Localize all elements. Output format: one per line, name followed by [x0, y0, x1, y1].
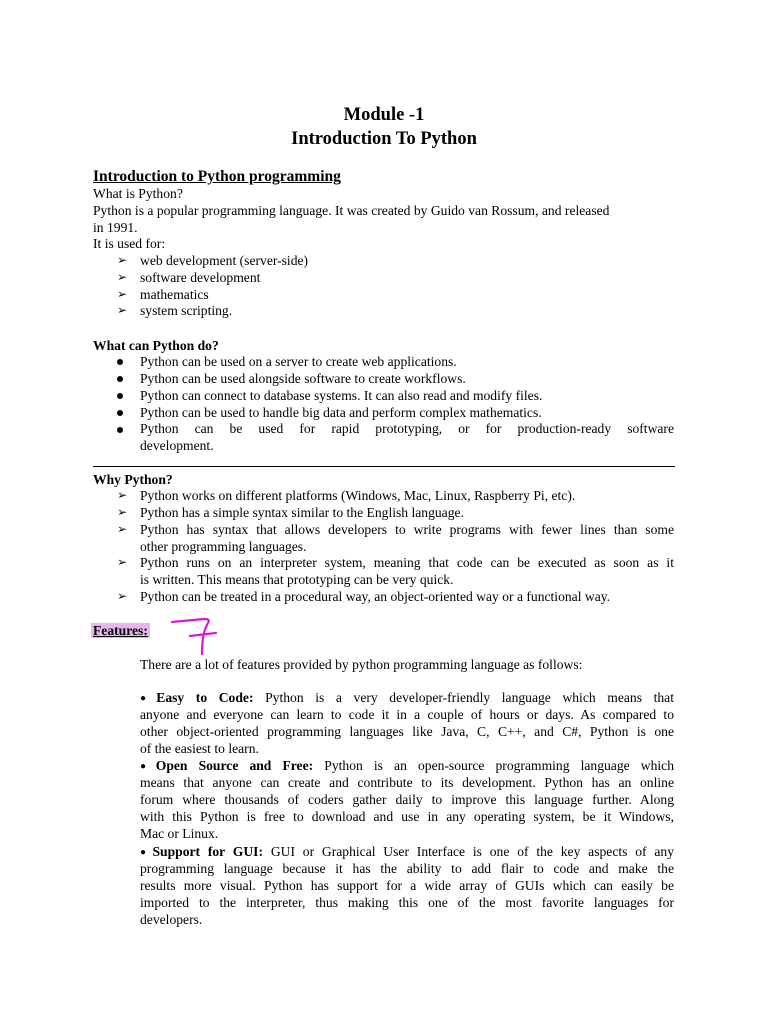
arrow-bullet-icon: ➢: [117, 522, 128, 536]
bullet-dot-icon: [117, 427, 123, 433]
arrow-bullet-icon: ➢: [117, 253, 128, 267]
bullet-dot-icon: ●: [140, 847, 151, 858]
list-item-continuation: other programming languages.: [140, 539, 307, 554]
feature-label-open: Open Source and Free:: [155, 758, 314, 773]
list-item: Python can be used alongside software to create workflows.: [140, 371, 466, 386]
feature-label-gui: Support for GUI:: [152, 844, 263, 859]
handwritten-annotation-seven-icon: [168, 612, 220, 658]
arrow-bullet-icon: ➢: [117, 505, 128, 519]
section-heading-intro: Introduction to Python programming: [93, 168, 341, 185]
feature-open-line: Mac or Linux.: [140, 826, 219, 841]
feature-gui-line: programming language because it has the ability to add flair to code and make the: [140, 861, 674, 876]
feature-easy-line: other object-oriented programming languages like Java, C, C++, and C#, Python is one: [140, 724, 674, 739]
intro-paragraph-line: in 1991.: [93, 220, 138, 235]
list-item: Python has a simple syntax similar to the English language.: [140, 505, 464, 520]
feature-gui-line: developers.: [140, 912, 203, 927]
list-item-continuation: is written. This means that prototyping can be very quick.: [140, 572, 454, 587]
list-item: Python runs on an interpreter system, meaning that code can be executed as soon as it: [140, 555, 674, 570]
bullet-dot-icon: [117, 410, 123, 416]
feature-gui-line: results more visual. Python has support for a wide array of GUIs which can easily be: [140, 878, 674, 893]
bullet-dot-icon: ●: [140, 761, 154, 772]
feature-easy-line: of the easiest to learn.: [140, 741, 259, 756]
section-heading-can-do: What can Python do?: [93, 338, 219, 353]
arrow-bullet-icon: ➢: [117, 488, 128, 502]
bullet-dot-icon: [117, 393, 123, 399]
section-heading-features: [91, 622, 150, 639]
features-label: Features:: [93, 623, 148, 638]
feature-text: Python is a very developer-friendly language which means that: [265, 690, 674, 705]
arrow-bullet-icon: ➢: [117, 555, 128, 569]
list-item: web development (server-side): [140, 253, 309, 268]
what-is-python: What is Python?: [93, 186, 183, 201]
feature-text: Python is an open-source programming language which: [324, 758, 674, 773]
feature-text: GUI or Graphical User Interface is one of the key aspects of any: [270, 844, 674, 859]
feature-open-line: forum where thousands of coders gather daily to improve this language further. Along: [140, 792, 674, 807]
bullet-dot-icon: [117, 359, 123, 365]
page-title: Introduction To Python: [291, 129, 477, 149]
list-item: software development: [140, 270, 261, 285]
horizontal-rule: [93, 466, 675, 467]
arrow-bullet-icon: ➢: [117, 287, 128, 301]
list-item: system scripting.: [140, 303, 233, 318]
features-intro: There are a lot of features provided by python programming language as follows:: [140, 657, 583, 672]
module-label: Module -1: [343, 105, 425, 125]
list-item: Python can be used for rapid prototyping, or for production-ready software: [140, 421, 674, 436]
section-heading-why: Why Python?: [93, 472, 173, 487]
feature-label-easy: Easy to Code:: [156, 690, 254, 705]
feature-easy-line: anyone and everyone can learn to code it in a couple of hours or days. As compared to: [140, 707, 674, 722]
intro-paragraph-line: Python is a popular programming language. It was created by Guido van Rossum, and released: [93, 203, 610, 218]
list-item: Python can connect to database systems. It can also read and modify files.: [140, 388, 543, 403]
list-item: Python can be used on a server to create web applications.: [140, 354, 457, 369]
bullet-dot-icon: [117, 376, 123, 382]
list-item: mathematics: [140, 287, 209, 302]
list-item: Python works on different platforms (Windows, Mac, Linux, Raspberry Pi, etc).: [140, 488, 576, 503]
arrow-bullet-icon: ➢: [117, 589, 128, 603]
used-for-label: It is used for:: [93, 236, 166, 251]
feature-gui-line: imported to the interpreter, thus making this one of the most favorite languages for: [140, 895, 674, 910]
bullet-dot-icon: ●: [140, 693, 155, 704]
feature-open-line: with this Python is free to download and use in any operating system, be it Windows,: [140, 809, 674, 824]
arrow-bullet-icon: ➢: [117, 303, 128, 317]
feature-open-line: means that anyone can create and contribute to its development. Python has an online: [140, 775, 674, 790]
list-item: Python can be treated in a procedural way, an object-oriented way or a functional way.: [140, 589, 611, 604]
list-item: Python can be used to handle big data and perform complex mathematics.: [140, 405, 542, 420]
list-item-continuation: development.: [140, 438, 214, 453]
list-item: Python has syntax that allows developers to write programs with fewer lines than some: [140, 522, 674, 537]
arrow-bullet-icon: ➢: [117, 270, 128, 284]
